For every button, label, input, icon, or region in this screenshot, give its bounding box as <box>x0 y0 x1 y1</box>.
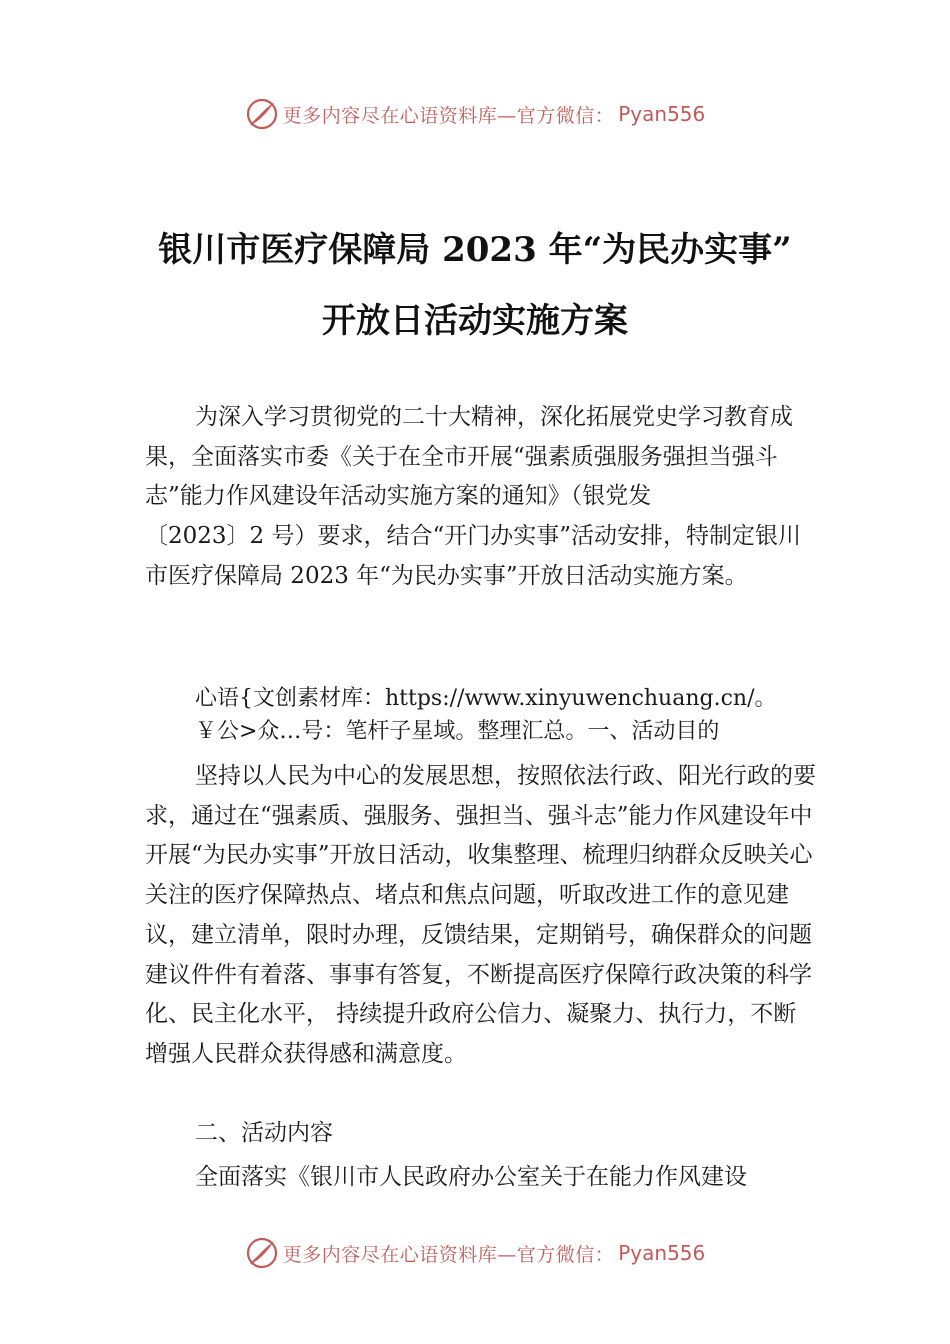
footer-watermark <box>0 1233 950 1273</box>
document-title-line-2: 开放日活动实施方案 <box>322 301 628 341</box>
quill-logo-icon <box>245 97 279 131</box>
objective-text: 坚持以人民为中心的发展思想，按照依法行政、阳光行政的要求，通过在“强素质、强服务、强担当、强斗志”能力作风建设年中开展“为民办实事”开放日活动，收集整理、梳理归纳群众反映关心关注的医疗保障热点、堵点和焦点问题，听取改进工作的意见建议，建立清单，限时办理，反馈结果，定期销号，确保群众的问题建议件件有着落、事事有答复，不断提高医疗保障行政决策的科学化、民主化水平， 持续提升政府公信力、凝聚力、执行力，不断增强人民群众获得感和满意度。 <box>145 763 816 1067</box>
intro-paragraph <box>145 398 817 597</box>
source-note-line-1: 心语{文创素材库：https://www.xinyuwenchuang.cn/。 <box>195 686 777 711</box>
quill-logo-icon <box>245 1236 279 1270</box>
source-note-paragraph <box>145 682 817 748</box>
source-note-line-2: ￥公>众…号：笔杆子星域。整理汇总。一、活动目的 <box>195 719 720 744</box>
content-text: 全面落实《银川市人民政府办公室关于在能力作风建设 <box>195 1164 747 1190</box>
section-heading-text: 二、活动内容 <box>195 1120 333 1146</box>
content-paragraph <box>145 1158 817 1198</box>
intro-text: 为深入学习贯彻党的二十大精神，深化拓展党史学习教育成果，全面落实市委《关于在全市开展“强素质强服务强担当强斗志”能力作风建设年活动实施方案的通知》（银党发 <box>145 404 793 510</box>
watermark-text: 更多内容尽在心语资料库—官方微信： <box>282 104 615 127</box>
objective-paragraph <box>145 757 817 1075</box>
section-heading-content <box>145 1114 817 1154</box>
document-title-line-1: 银川市医疗保障局 2023 年“为民办实事” <box>158 230 792 270</box>
watermark-wechat-id: Pyan556 <box>618 102 706 126</box>
header-watermark <box>0 94 950 134</box>
watermark-wechat-id: Pyan556 <box>618 1241 706 1265</box>
watermark-text: 更多内容尽在心语资料库—官方微信： <box>282 1243 615 1266</box>
intro-text-continued: 〔2023〕2 号）要求，结合“开门办实事”活动安排，特制定银川市医疗保障局 2023 年“为民办实事”开放日活动实施方案。 <box>145 523 801 589</box>
